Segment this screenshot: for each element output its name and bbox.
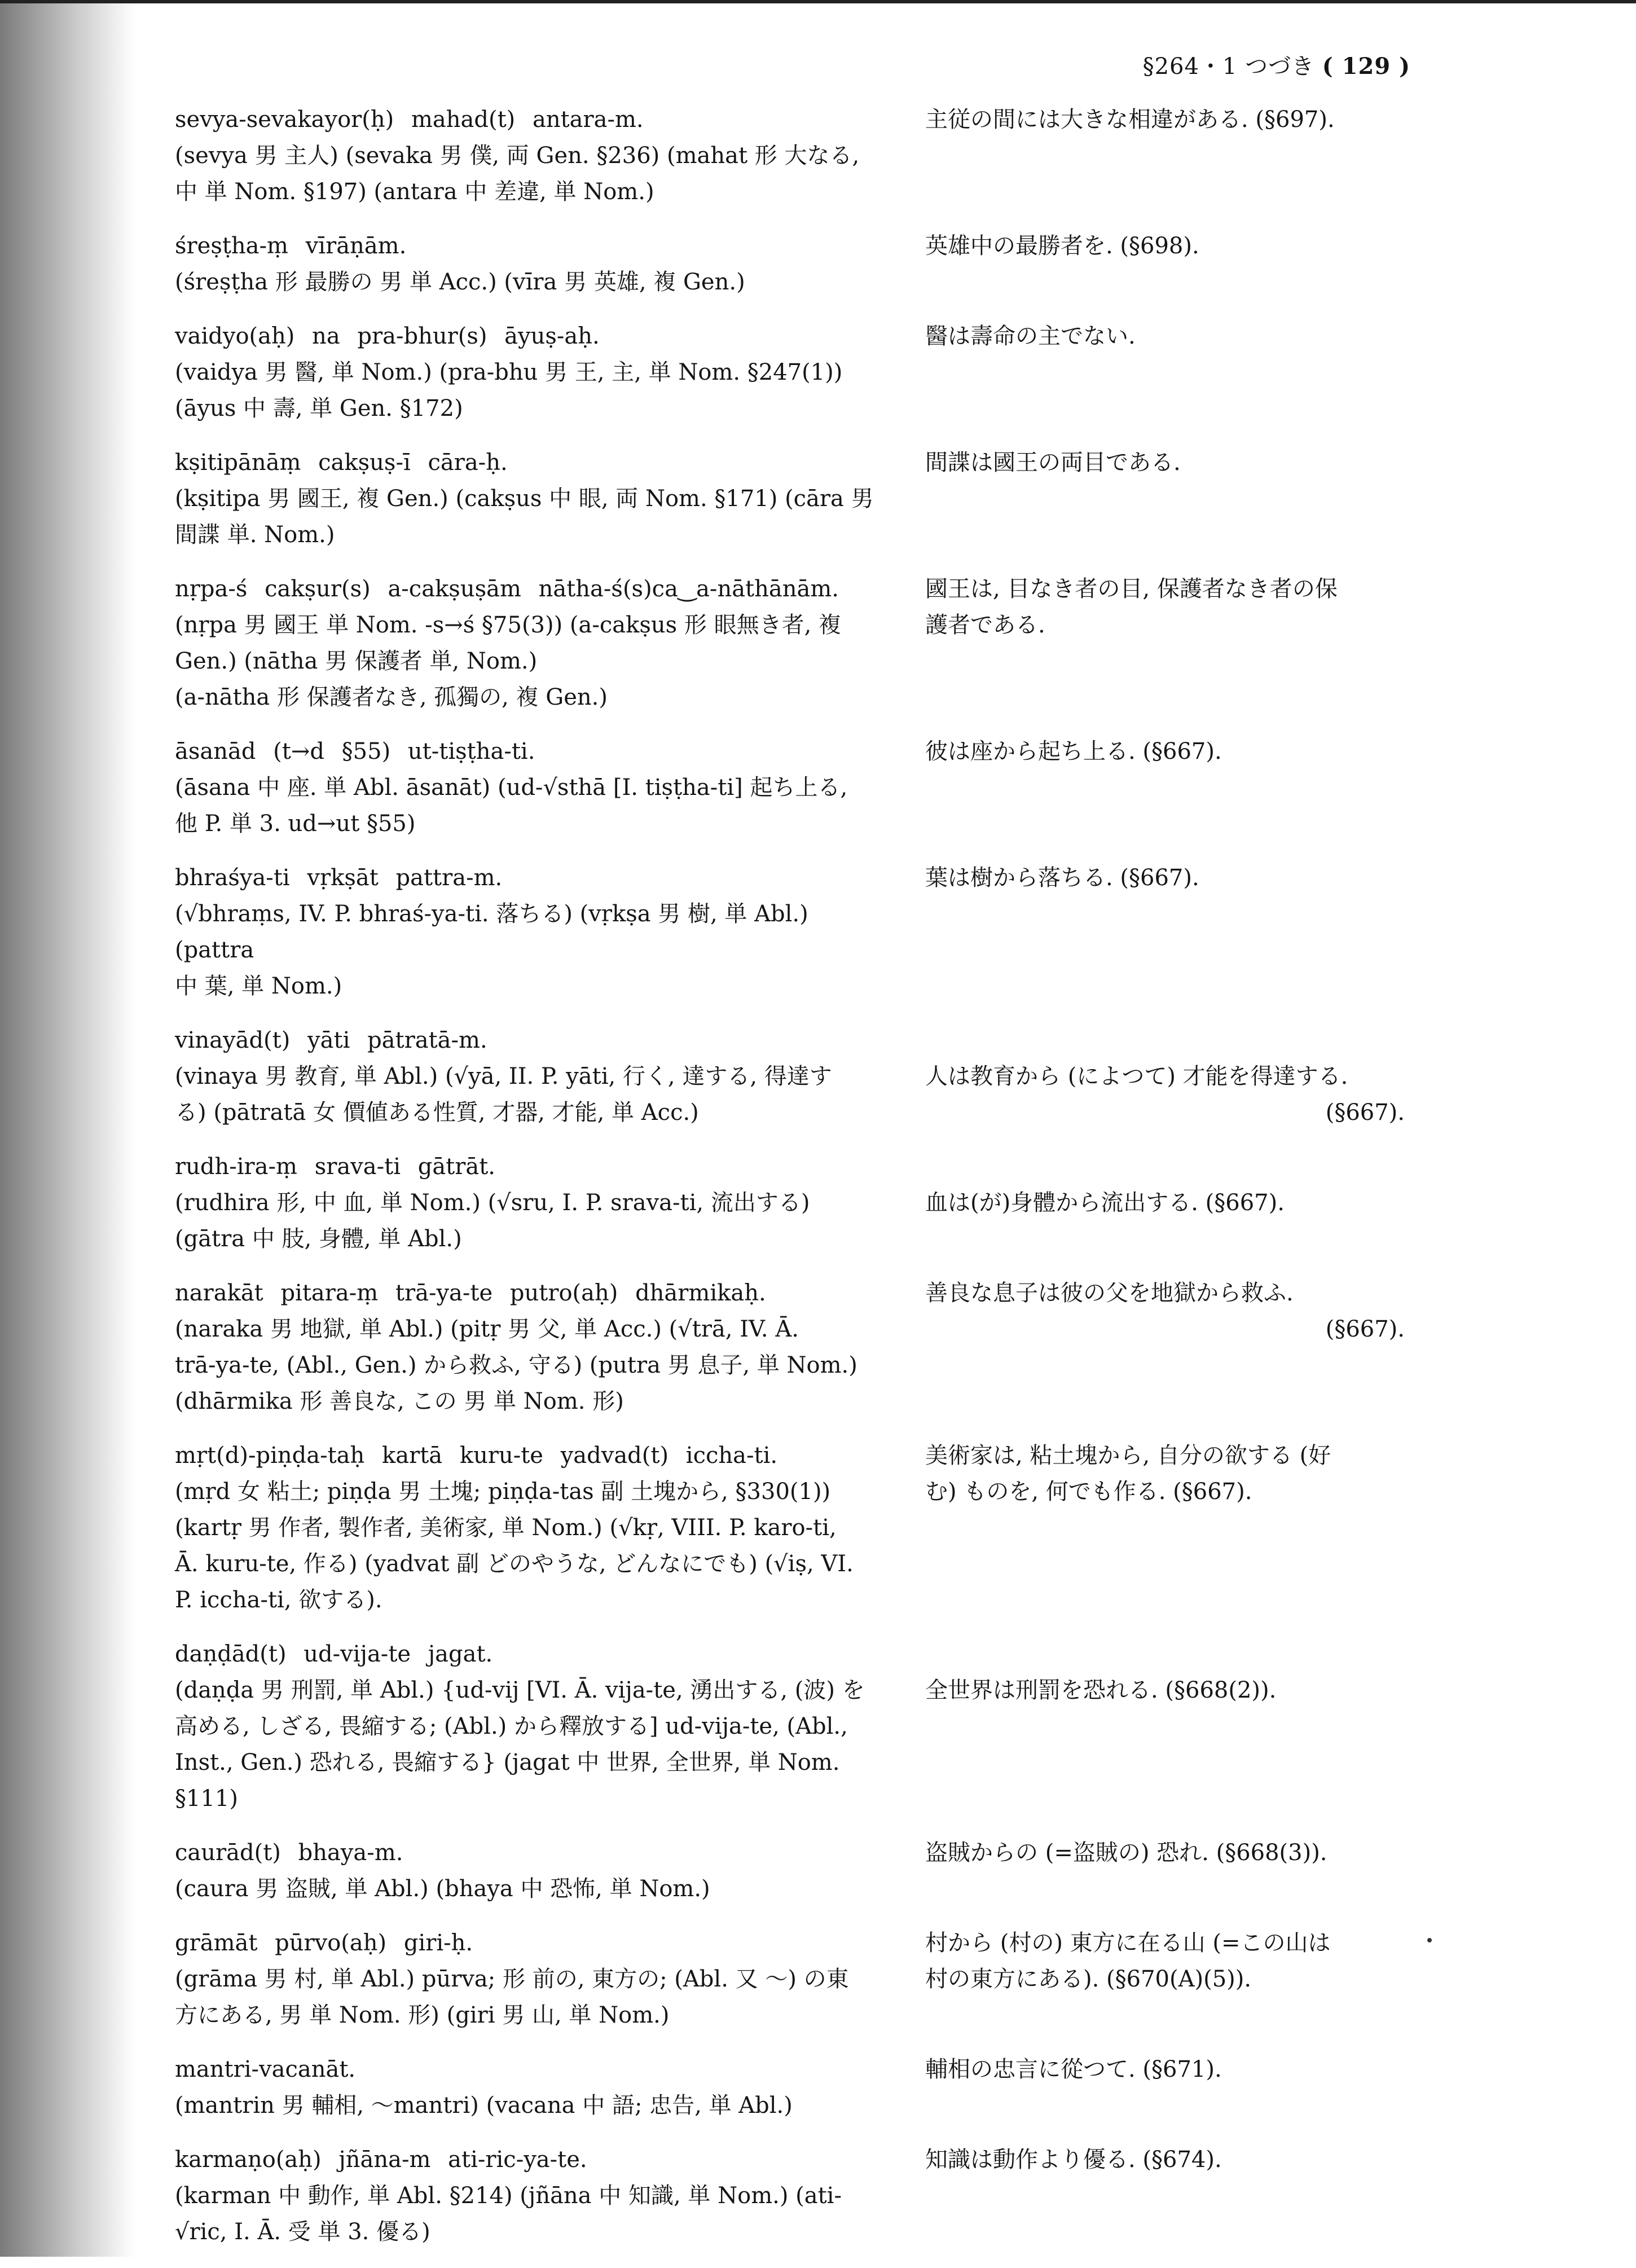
sanskrit-sentence: sevya-sevakayor(ḥ) mahad(t) antara-m. bbox=[175, 107, 644, 133]
grammar-note: (vaidya 男 醫, 単 Nom.) (pra-bhu 男 王, 主, 単 Nom. §247(1)) bbox=[175, 359, 843, 385]
sanskrit-sentence: mṛt(d)-piṇḍa-taḥ kartā kuru-te yadvad(t) iccha-ti. bbox=[175, 1443, 778, 1469]
grammar-note: 高める, しざる, 畏縮する; (Abl.) から釋放する] ud-vija-te, (Abl., bbox=[175, 1713, 848, 1739]
spacer bbox=[925, 1022, 1405, 1058]
grammar-note: (naraka 男 地獄, 単 Abl.) (pitṛ 男 父, 単 Acc.) (√trā, IV. Ā. bbox=[175, 1316, 799, 1342]
grammar-note: 間諜 単. Nom.) bbox=[175, 522, 335, 548]
grammar-note: (daṇḍa 男 刑罰, 単 Abl.) {ud-vij [VI. Ā. vija-te, 湧出する, (波) を bbox=[175, 1677, 865, 1703]
entry bbox=[175, 1636, 1450, 1817]
sanskrit-column bbox=[175, 318, 925, 427]
entry bbox=[175, 1149, 1450, 1257]
sanskrit-sentence: narakāt pitara-ṃ trā-ya-te putro(aḥ) dhārmikaḥ. bbox=[175, 1280, 766, 1306]
translation-column bbox=[925, 1275, 1405, 1419]
entry bbox=[175, 1925, 1450, 2033]
grammar-note: (āyus 中 壽, 単 Gen. §172) bbox=[175, 395, 463, 421]
sanskrit-column bbox=[175, 102, 925, 210]
sanskrit-sentence: śreṣṭha-ṃ vīrāṇām. bbox=[175, 233, 407, 259]
grammar-note: (kartṛ 男 作者, 製作者, 美術家, 単 Nom.) (√kṛ, VIII. P. karo-ti, bbox=[175, 1515, 837, 1541]
entry bbox=[175, 1022, 1450, 1131]
translation: 輔相の忠言に從つて. (§671). bbox=[925, 2056, 1222, 2082]
sanskrit-column bbox=[175, 1275, 925, 1419]
grammar-note: (sevya 男 主人) (sevaka 男 僕, 両 Gen. §236) (mahat 形 大なる, bbox=[175, 143, 860, 169]
sanskrit-column bbox=[175, 1636, 925, 1817]
sanskrit-sentence: grāmāt pūrvo(aḥ) giri-ḥ. bbox=[175, 1930, 473, 1956]
entry bbox=[175, 445, 1450, 553]
grammar-note: (nṛpa 男 國王 単 Nom. -s→ś §75(3)) (a-cakṣus 形 眼無き者, 複 bbox=[175, 612, 842, 638]
grammar-note: (mantrin 男 輔相, ～mantri) (vacana 中 語; 忠告, 単 Abl.) bbox=[175, 2093, 793, 2118]
grammar-note: 他 P. 単 3. ud→ut §55) bbox=[175, 811, 416, 837]
grammar-note: √ric, I. Ā. 受 単 3. 優る) bbox=[175, 2219, 430, 2245]
translation: 主従の間には大きな相違がある. (§697). bbox=[925, 107, 1335, 133]
grammar-note: (rudhira 形, 中 血, 単 Nom.) (√sru, I. P. srava-ti, 流出する) bbox=[175, 1190, 810, 1216]
translation-column bbox=[925, 445, 1405, 553]
sanskrit-sentence: caurād(t) bhaya-m. bbox=[175, 1840, 403, 1866]
translation: 村から (村の) 東方に在る山 (=この山は bbox=[925, 1930, 1331, 1956]
translation: 彼は座から起ち上る. (§667). bbox=[925, 739, 1222, 764]
spacer bbox=[925, 1149, 1405, 1185]
translation-column bbox=[925, 1022, 1405, 1131]
grammar-note: Inst., Gen.) 恐れる, 畏縮する} (jagat 中 世界, 全世界, 単 Nom. bbox=[175, 1750, 840, 1775]
grammar-note: (āsana 中 座. 単 Abl. āsanāt) (ud-√sthā [I. tiṣṭha-ti] 起ち上る, bbox=[175, 775, 848, 801]
grammar-note: Gen.) (nātha 男 保護者 単, Nom.) bbox=[175, 648, 538, 674]
translation: 醫は壽命の主でない. bbox=[925, 323, 1136, 349]
scan-shadow bbox=[0, 0, 135, 2257]
translation: 盗賊からの (=盗賊の) 恐れ. (§668(3)). bbox=[925, 1840, 1327, 1866]
translation-column bbox=[925, 1835, 1405, 1907]
translation: 知識は動作より優る. (§674). bbox=[925, 2147, 1222, 2173]
section-label: §264・1 つづき bbox=[1142, 54, 1315, 80]
sanskrit-column bbox=[175, 1022, 925, 1131]
sanskrit-column bbox=[175, 860, 925, 1004]
top-rule bbox=[0, 0, 1636, 3]
sanskrit-sentence: daṇḍād(t) ud-vija-te jagat. bbox=[175, 1641, 493, 1667]
translation-column bbox=[925, 1438, 1405, 1618]
grammar-note: 中 単 Nom. §197) (antara 中 差違, 単 Nom.) bbox=[175, 179, 654, 205]
translation: 美術家は, 粘土塊から, 自分の欲する (好 bbox=[925, 1443, 1331, 1469]
entry bbox=[175, 860, 1450, 1004]
translation: 護者である. bbox=[925, 612, 1045, 638]
sanskrit-column bbox=[175, 2051, 925, 2124]
translation-column bbox=[925, 318, 1405, 427]
sanskrit-column bbox=[175, 228, 925, 300]
grammar-note: (grāma 男 村, 単 Abl.) pūrva; 形 前の, 東方の; (Abl. 又 ～) の東 bbox=[175, 1966, 849, 1992]
sanskrit-column bbox=[175, 1835, 925, 1907]
spacer bbox=[925, 1636, 1405, 1672]
translation: 國王は, 目なき者の目, 保護者なき者の保 bbox=[925, 576, 1338, 602]
translation: 村の東方にある). (§670(A)(5)). bbox=[925, 1966, 1252, 1992]
entry bbox=[175, 2142, 1450, 2250]
entry bbox=[175, 1835, 1450, 1907]
translation-column bbox=[925, 2051, 1405, 2124]
entry bbox=[175, 571, 1450, 715]
translation-column bbox=[925, 860, 1405, 1004]
sanskrit-column bbox=[175, 1438, 925, 1618]
sanskrit-sentence: kṣitipānāṃ cakṣuṣ-ī cāra-ḥ. bbox=[175, 450, 508, 476]
translation-column bbox=[925, 571, 1405, 715]
translation: 血は(が)身體から流出する. (§667). bbox=[925, 1190, 1285, 1216]
grammar-note: (kṣitipa 男 國王, 複 Gen.) (cakṣus 中 眼, 両 Nom. §171) (cāra 男 bbox=[175, 486, 874, 512]
page-header bbox=[1143, 49, 1410, 81]
sanskrit-sentence: rudh-ira-ṃ srava-ti gātrāt. bbox=[175, 1154, 496, 1180]
sanskrit-sentence: nṛpa-ś cakṣur(s) a-cakṣuṣām nātha-ś(s)ca‿a-nāthānām. bbox=[175, 576, 839, 602]
translation: 間諜は國王の両目である. bbox=[925, 450, 1181, 476]
translation: 葉は樹から落ちる. (§667). bbox=[925, 865, 1199, 891]
grammar-note: P. iccha-ti, 欲する). bbox=[175, 1587, 382, 1613]
grammar-note: (vinaya 男 教育, 単 Abl.) (√yā, II. P. yāti, 行く, 達する, 得達す bbox=[175, 1063, 832, 1089]
grammar-note: 方にある, 男 単 Nom. 形) (giri 男 山, 単 Nom.) bbox=[175, 2002, 670, 2028]
grammar-note: る) (pātratā 女 價値ある性質, 才器, 才能, 単 Acc.) bbox=[175, 1100, 699, 1126]
sanskrit-column bbox=[175, 571, 925, 715]
sanskrit-sentence: bhraśya-ti vṛkṣāt pattra-m. bbox=[175, 865, 503, 891]
grammar-note: (caura 男 盗賊, 単 Abl.) (bhaya 中 恐怖, 単 Nom.) bbox=[175, 1876, 710, 1902]
translation: む) ものを, 何でも作る. (§667). bbox=[925, 1479, 1252, 1505]
sanskrit-sentence: vinayād(t) yāti pātratā-m. bbox=[175, 1027, 487, 1053]
grammar-note: 中 葉, 単 Nom.) bbox=[175, 973, 342, 999]
sanskrit-sentence: mantri-vacanāt. bbox=[175, 2056, 356, 2082]
entry bbox=[175, 1438, 1450, 1618]
translation-column bbox=[925, 102, 1405, 210]
sanskrit-column bbox=[175, 1149, 925, 1257]
entry-list bbox=[175, 102, 1450, 2268]
translation-column bbox=[925, 1149, 1405, 1257]
grammar-note: trā-ya-te, (Abl., Gen.) から救ふ, 守る) (putra 男 息子, 単 Nom.) bbox=[175, 1352, 857, 1378]
translation-reference: (§667). bbox=[1325, 1100, 1405, 1126]
translation-column bbox=[925, 228, 1405, 300]
grammar-note: (dhārmika 形 善良な, この 男 単 Nom. 形) bbox=[175, 1388, 624, 1414]
grammar-note: (karman 中 動作, 単 Abl. §214) (jñāna 中 知識, 単 Nom.) (ati- bbox=[175, 2183, 842, 2209]
entry bbox=[175, 2051, 1450, 2124]
grammar-note: (gātra 中 肢, 身體, 単 Abl.) bbox=[175, 1226, 462, 1252]
entry bbox=[175, 102, 1450, 210]
sanskrit-column bbox=[175, 1925, 925, 2033]
sanskrit-sentence: āsanād (t→d §55) ut-tiṣṭha-ti. bbox=[175, 739, 535, 764]
translation: 英雄中の最勝者を. (§698). bbox=[925, 233, 1199, 259]
translation-column bbox=[925, 2142, 1405, 2250]
grammar-note: (√bhraṃs, IV. P. bhraś-ya-ti. 落ちる) (vṛkṣa 男 樹, 単 Abl.) (pattra bbox=[175, 901, 808, 963]
translation-column bbox=[925, 733, 1405, 842]
translation-column bbox=[925, 1925, 1405, 2033]
entry bbox=[175, 318, 1450, 427]
sanskrit-sentence: karmaṇo(aḥ) jñāna-m ati-ric-ya-te. bbox=[175, 2147, 587, 2173]
entry bbox=[175, 228, 1450, 300]
sanskrit-sentence: vaidyo(aḥ) na pra-bhur(s) āyuṣ-aḥ. bbox=[175, 323, 600, 349]
stray-mark bbox=[1427, 1938, 1432, 1942]
page-number: ( 129 ) bbox=[1322, 53, 1410, 80]
translation-column bbox=[925, 1636, 1405, 1817]
translation-reference: (§667). bbox=[1325, 1316, 1405, 1342]
translation: 善良な息子は彼の父を地獄から救ふ. bbox=[925, 1280, 1294, 1306]
sanskrit-column bbox=[175, 2142, 925, 2250]
grammar-note: (a-nātha 形 保護者なき, 孤獨の, 複 Gen.) bbox=[175, 684, 608, 710]
grammar-note: (śreṣṭha 形 最勝の 男 単 Acc.) (vīra 男 英雄, 複 Gen.) bbox=[175, 269, 745, 295]
sanskrit-column bbox=[175, 445, 925, 553]
translation: 全世界は刑罰を恐れる. (§668(2)). bbox=[925, 1677, 1277, 1703]
grammar-note: Ā. kuru-te, 作る) (yadvat 副 どのやうな, どんなにでも) (√iṣ, VI. bbox=[175, 1551, 854, 1577]
entry bbox=[175, 733, 1450, 842]
sanskrit-column bbox=[175, 733, 925, 842]
translation: 人は教育から (によつて) 才能を得達する. bbox=[925, 1063, 1348, 1089]
entry bbox=[175, 1275, 1450, 1419]
grammar-note: §111) bbox=[175, 1786, 238, 1812]
grammar-note: (mṛd 女 粘土; piṇḍa 男 土塊; piṇḍa-tas 副 土塊から, §330(1)) bbox=[175, 1479, 831, 1505]
